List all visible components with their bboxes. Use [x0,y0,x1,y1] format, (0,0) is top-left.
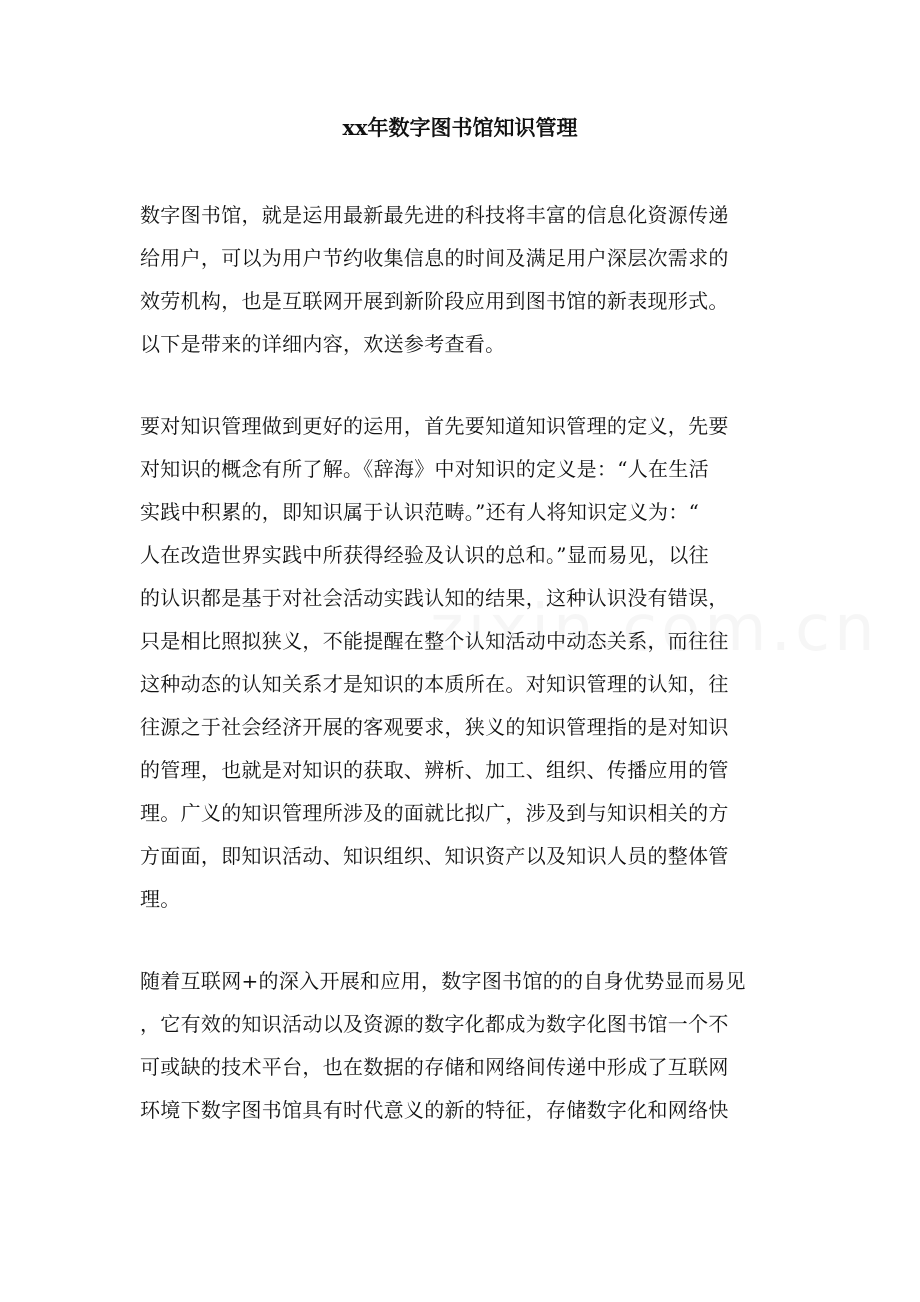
text-line: 给用户，可以为用户节约收集信息的时间及满足用户深层次需求的 [140,246,729,270]
text-line: 可或缺的技术平台，也在数据的存储和网络间传递中形成了互联网 [140,1055,729,1079]
text-line: 人在改造世界实践中所获得经验及认识的总和。”显而易见，以往 [140,543,709,567]
text-line: 效劳机构，也是互联网开展到新阶段应用到图书馆的新表现形式。 [140,289,729,313]
text-line: 实践中积累的，即知识属于认识范畴。”还有人将知识定义为：“ [140,500,700,524]
text-line: 环境下数字图书馆具有时代意义的新的特征，存储数字化和网络快 [140,1098,729,1122]
text-line: 理。广义的知识管理所涉及的面就比拟广，涉及到与知识相关的方 [140,801,729,825]
text-line: 要对知识管理做到更好的运用，首先要知道知识管理的定义，先要 [140,414,729,438]
text-line: 随着互联网+的深入开展和应用，数字图书馆的的自身优势显而易见 [140,969,746,993]
text-line: 只是相比照拟狭义，不能提醒在整个认知活动中动态关系，而往往 [140,629,729,653]
text-line: 方面面，即知识活动、知识组织、知识资产以及知识人员的整体管 [140,844,729,868]
text-line: 这种动态的认知关系才是知识的本质所在。对知识管理的认知，往 [140,672,729,696]
text-line: 对知识的概念有所了解。《辞海》中对知识的定义是：“人在生活 [140,457,709,481]
text-line: ，它有效的知识活动以及资源的数字化都成为数字化图书馆一个不 [140,1012,729,1036]
text-line: 的认识都是基于对社会活动实践认知的结果，这种认识没有错误， [140,586,729,610]
text-line: 往源之于社会经济开展的客观要求，狭义的知识管理指的是对知识 [140,715,729,739]
text-line: 理。 [140,887,181,911]
text-line: 数字图书馆，就是运用最新最先进的科技将丰富的信息化资源传递 [140,203,729,227]
text-line: 的管理，也就是对知识的获取、辨析、加工、组织、传播应用的管 [140,758,729,782]
document-title: xx年数字图书馆知识管理 [342,115,578,140]
text-line: 以下是带来的详细内容，欢送参考查看。 [140,332,506,356]
